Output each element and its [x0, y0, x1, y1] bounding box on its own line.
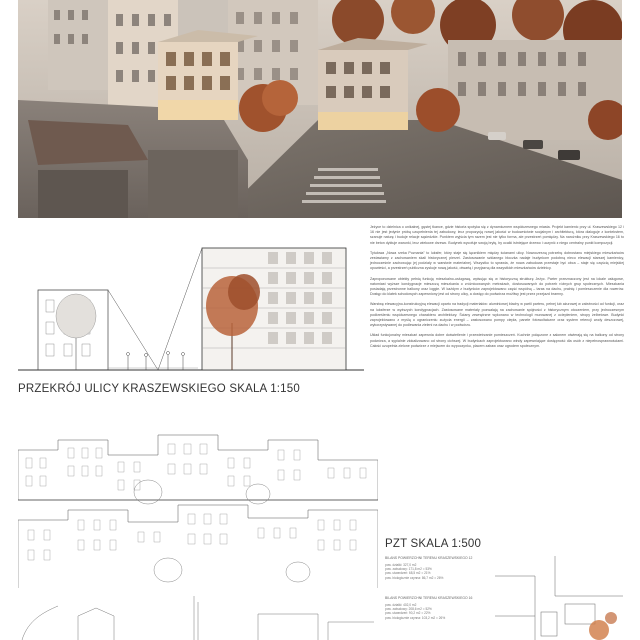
- pzt-heading: PZT SKALA 1:500: [385, 538, 482, 550]
- street-section-drawing: [18, 228, 364, 388]
- area-balance-title: BILANS POWIERZCHNI TERENU KRASZEWSKIEGO 16: [385, 596, 473, 600]
- description-paragraph: Układ funkcjonalny mieszkań zapewnia dobre doświetlenie i przewietrzanie pomieszczeń. Kuchnie połączone z salonem otwierają się na balkony od strony podwórza, a sypialnie zlokalizowano od strony cichszej. W budynkach zaprojektowano windy zapewniające dostępność dla osób z niepełnosprawnościami. Całość uzupełnia zielone podwórze z miejscem do wypoczynku, placem zabaw oraz ogrodem społecznym.: [370, 333, 624, 348]
- area-balance-row: pow. działki: 402,0 m2: [385, 603, 417, 607]
- area-balance-row: pow. zabudowy: 208,6 m2 = 52%: [385, 607, 432, 612]
- render-illustration: [18, 0, 622, 218]
- description-column: [370, 225, 624, 354]
- description-paragraph: Tytułowa „Nowa rzeka Poznania” to luksfer, który staje się łącznikiem między ścianami ulicy. Nowoczesną potrzebę dobrostanu miejskiego mieszkańców zestawiamy z zachowaniem skali historycznej pierzei. Zastosowanie szklanego bloczka nadaje budynkom podobną nieco elewacji starszej kamienicy, jednocześnie zachowując jej podziały w warstwie materialnej. Wszystko to sprawia, że nowa zabudowa przestaje być obca – staje się częścią miejskiej opowieści, a przestrzeń publiczna zyskuje nową jakość, otwartą i przyjazną dla wszystkich mieszkańców dzielnicy.: [370, 250, 624, 271]
- elevation-illustration: [18, 410, 378, 588]
- site-plan-illustration: [495, 556, 623, 640]
- description-paragraph: Warstwę elewacyjno-konstrukcyjną elewacji oparto na tradycji materiałów: aluminiowej blachy w partii parteru, pełnej lub ażurowej w zależności od funkcji, oraz na luksferze w wyższych kondygnacjach. Zastosowane materiały pozwalają na zachowanie spójności z historycznym otoczeniem, przy jednoczesnym podkreśleniu współczesnego charakteru architektury. Ściany zewnętrzne wykonano w technologii murowanej z ociepleniem, stropy żelbetowe. Budynki zaprojektowano z myślą o ograniczeniu zużycia energii – zastosowano pompy ciepła, panele fotowoltaiczne oraz system retencji wody deszczowej, wykorzystywanej do podlewania zieleni na dachu i w podwórzu.: [370, 302, 624, 328]
- area-balance-row: pow. utwardzeń: 90,2 m2 = 22%: [385, 611, 431, 616]
- site-plan-drawing: [495, 556, 623, 640]
- area-balance-row: pow. zabudowy: 171,8 m2 = 53%: [385, 567, 432, 572]
- street-elevation-sketch: [18, 410, 378, 588]
- area-balance-12: [385, 556, 485, 580]
- area-balance-row: pow. działki: 327,0 m2: [385, 563, 417, 567]
- description-paragraph: Jeżyce to dzielnica o unikalnej, gęstej tkance, gdzie historia spotyka się z dynamicznem współczesnego miasta. Projekt kamienic przy ul. Kraszewskiego 12 i 16 nie jest jedynie próbą uzupełnienia tej zabudowy, lecz propozycją nowej jakości w budownictwie socjalnym i architekturą, która dialoguje z kontekstem, szanuje naturę i buduje relacje sąsiedzkie. Punktem wyjścia tym razem jest nie tylko forma, ale przestrzeń pomiędzy. Na narożniku przy Kraszewskiego 16 to nie beton dyktuje warunki, lecz wiekowe drzewo. Budynek wycofuje swoją bryłę, by ocalić istniejące drzewo i uczynić z niego centralny punkt kompozycji.: [370, 225, 624, 245]
- area-balance-16: [385, 596, 485, 620]
- area-balance-row: pow. biologicznie czynna: 86,7 m2 = 26%: [385, 575, 444, 580]
- area-balance-title: BILANS POWIERZCHNI TERENU KRASZEWSKIEGO 12: [385, 556, 473, 560]
- section-illustration: [18, 228, 364, 388]
- area-balance-row: pow. biologicznie czynna: 103,2 m2 = 26%: [385, 615, 446, 620]
- bottom-elevation-sketch: [18, 592, 378, 640]
- description-paragraph: Zaproponowane obiekty pełnią funkcję mieszkalno-usługową, wpisując się w historyczną strukturę Jeżyc. Parter przeznaczony jest na lokale usługowe, natomiast wyższe kondygnacje mieszczą mieszkania o zróżnicowanych metrażach, dostosowanych do potrzeb różnych grup społecznych. Mieszkania posiadają przestronne balkony oraz loggie. W każdym z budynków zaprojektowano część wspólną – taras na dachu, pralnię i pomieszczenie dla rowerów. Dostęp do klatek schodowych zapewniony jest od strony ulicy, a dostęp do podwórza możliwy jest przez przejazd bramny.: [370, 276, 624, 297]
- area-balance-row: pow. utwardzeń: 68,5 m2 = 21%: [385, 571, 431, 576]
- section-heading: PRZEKRÓJ ULICY KRASZEWSKIEGO SKALA 1:150: [18, 383, 300, 395]
- bottom-illustration: [18, 592, 378, 640]
- street-render: [18, 0, 622, 218]
